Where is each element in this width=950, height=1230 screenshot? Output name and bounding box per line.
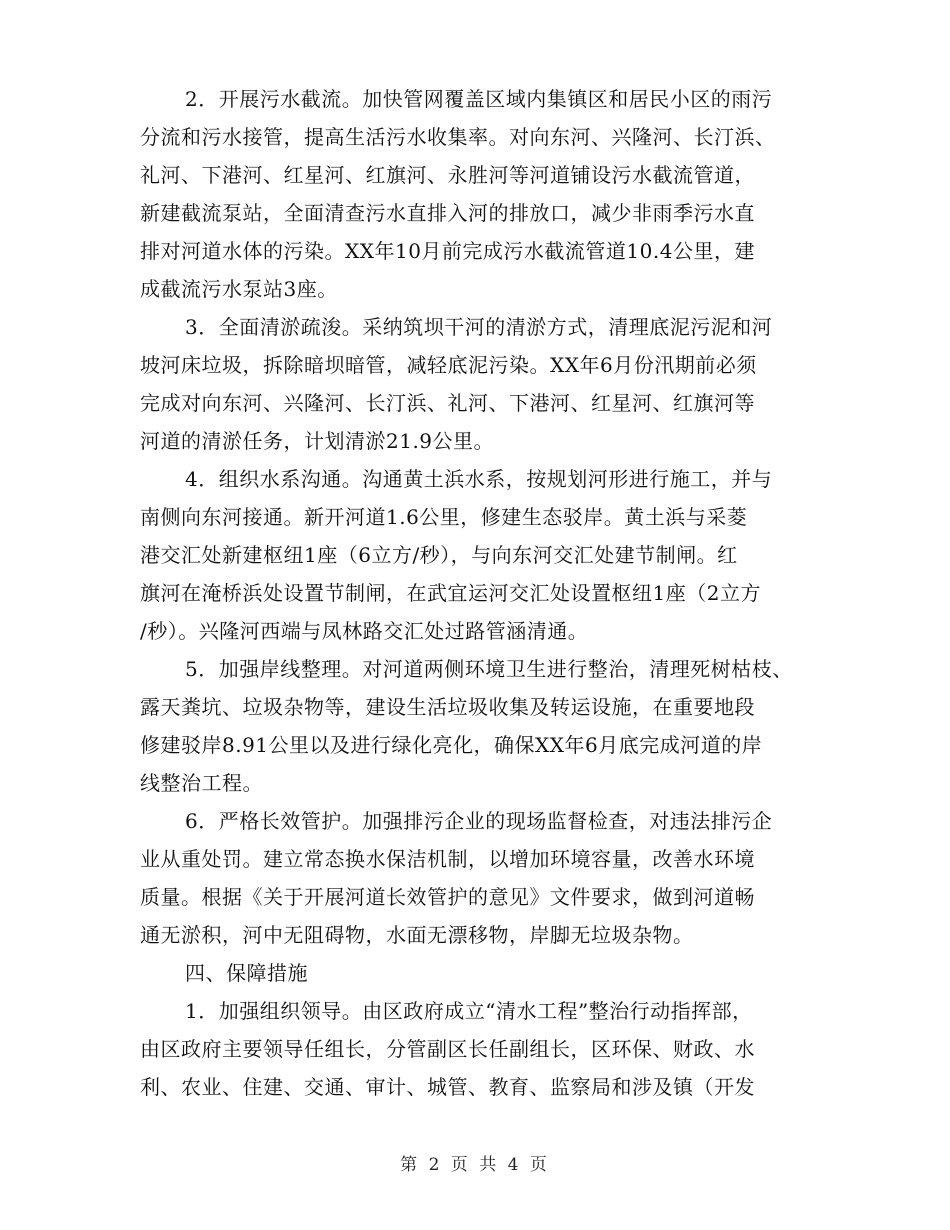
text-line: 6．严格长效管护。加强排污企业的现场监督检查，对违法排污企	[185, 809, 773, 833]
text-line: 完成对向东河、兴隆河、长汀浜、礼河、下港河、红星河、红旗河等	[140, 391, 755, 415]
paragraph-item-6	[140, 802, 808, 954]
text-line: 3．全面清淤疏浚。采纳筑坝干河的清淤方式，清理底泥污泥和河	[185, 315, 773, 339]
paragraph-item-1	[140, 992, 808, 1106]
text-line: 河道的清淤任务，计划清淤21.9公里。	[140, 429, 495, 453]
text-line: 礼河、下港河、红星河、红旗河、永胜河等河道铺设污水截流管道，	[140, 163, 755, 187]
text-line: 1．加强组织领导。由区政府成立“清水工程”整治行动指挥部，	[185, 999, 753, 1023]
text-line: 线整治工程。	[140, 771, 263, 795]
text-line: 旗河在淹桥浜处设置节制闸，在武宜运河交汇处设置枢纽1座（2立方	[140, 581, 761, 605]
page-number-footer: 第 2 页 共 4 页	[400, 1155, 550, 1175]
text-line: 业从重处罚。建立常态换水保洁机制，以增加环境容量，改善水环境	[140, 847, 755, 871]
text-line: 成截流污水泵站3座。	[140, 277, 338, 301]
text-line: 4．组织水系沟通。沟通黄土浜水系，按规划河形进行施工，并与	[185, 467, 773, 491]
text-line: 2．开展污水截流。加快管网覆盖区域内集镇区和居民小区的雨污	[185, 87, 773, 111]
text-line: 露天粪坑、垃圾杂物等，建设生活垃圾收集及转运设施，在重要地段	[140, 695, 755, 719]
text-line: 港交汇处新建枢纽1座（6立方/秒），与向东河交汇处建节制闸。红	[140, 543, 738, 567]
text-line: 坡河床垃圾，拆除暗坝暗管，减轻底泥污染。XX年6月份汛期前必须	[140, 353, 757, 377]
text-line: 排对河道水体的污染。XX年10月前完成污水截流管道10.4公里，建	[140, 239, 755, 263]
text-line: 修建驳岸8.91公里以及进行绿化亮化，确保XX年6月底完成河道的岸	[140, 733, 763, 757]
section-heading-text: 四、保障措施	[185, 961, 308, 985]
text-line: 由区政府主要领导任组长，分管副区长任副组长，区环保、财政、水	[140, 1037, 755, 1061]
text-line: 质量。根据《关于开展河道长效管护的意见》文件要求，做到河道畅	[140, 885, 755, 909]
paragraph-item-5	[140, 650, 808, 802]
paragraph-item-4	[140, 460, 808, 650]
section-heading	[140, 954, 808, 992]
text-line: 新建截流泵站，全面清查污水直排入河的排放口，减少非雨季污水直	[140, 201, 755, 225]
text-line: 通无淤积，河中无阻碍物，水面无漂移物，岸脚无垃圾杂物。	[140, 923, 694, 947]
text-line: 利、农业、住建、交通、审计、城管、教育、监察局和涉及镇（开发	[140, 1075, 755, 1099]
text-line: /秒）。兴隆河西端与凤林路交汇处过路管涵清通。	[140, 619, 589, 643]
paragraph-item-3	[140, 308, 808, 460]
paragraph-item-2	[140, 80, 808, 308]
document-body	[140, 80, 808, 1106]
text-line: 南侧向东河接通。新开河道1.6公里，修建生态驳岸。黄土浜与采菱	[140, 505, 748, 529]
text-line: 5．加强岸线整理。对河道两侧环境卫生进行整治，清理死树枯枝、	[185, 657, 793, 681]
text-line: 分流和污水接管，提高生活污水收集率。对向东河、兴隆河、长汀浜、	[140, 125, 776, 149]
